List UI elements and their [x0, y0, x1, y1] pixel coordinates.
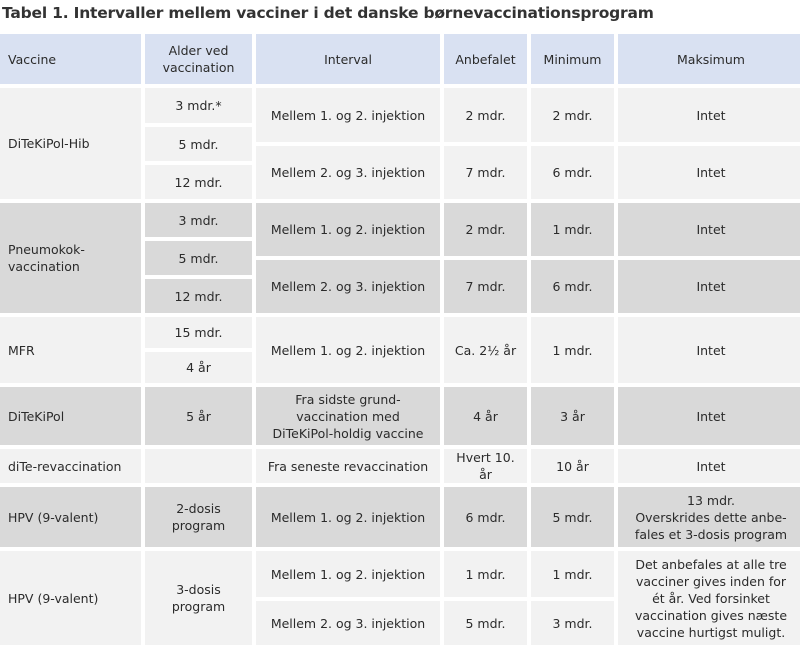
- age-cell: [145, 551, 252, 645]
- table-row: [0, 487, 800, 547]
- maks-line3: fales et 3-dosis program: [634, 526, 788, 542]
- maksimum-cell: Intet: [618, 387, 800, 445]
- header-alder-line1: Alder ved: [168, 43, 229, 58]
- maks-line4: vaccination gives næste: [634, 607, 788, 623]
- interval-cell: Mellem 2. og 3. injektion: [256, 601, 440, 645]
- maksimum-cell: [618, 551, 800, 645]
- maksimum-cell: Intet: [618, 146, 800, 199]
- maks-line1: Det anbefales at alle tre: [635, 556, 787, 572]
- minimum-cell: 3 mdr.: [531, 601, 614, 645]
- anbefalet-cell: 4 år: [444, 387, 527, 445]
- age-cell: 15 mdr.: [145, 317, 252, 348]
- interval-cell: Mellem 2. og 3. injektion: [256, 146, 440, 199]
- age-line1: 2-dosis: [176, 501, 221, 516]
- maks-line3: ét år. Ved forsinket: [652, 590, 770, 606]
- minimum-cell: 5 mdr.: [531, 487, 614, 547]
- vaccine-line2: vaccination: [8, 259, 80, 274]
- table-row: [0, 317, 800, 348]
- maksimum-cell: Intet: [618, 260, 800, 313]
- age-cell: 5 mdr.: [145, 241, 252, 275]
- vaccine-cell: DiTeKiPol: [0, 387, 141, 445]
- minimum-cell: 1 mdr.: [531, 551, 614, 597]
- age-line2: program: [171, 518, 226, 533]
- age-cell: 4 år: [145, 352, 252, 383]
- anbefalet-cell: Ca. 2½ år: [444, 317, 527, 383]
- anbefalet-cell: 7 mdr.: [444, 146, 527, 199]
- header-interval: Interval: [256, 34, 440, 84]
- maksimum-cell: Intet: [618, 449, 800, 483]
- minimum-cell: 10 år: [531, 449, 614, 483]
- table-title: Tabel 1. Intervaller mellem vacciner i det danske børnevaccinationsprogram: [2, 4, 654, 22]
- interval-line2: vaccination med: [296, 408, 400, 424]
- interval-cell: Fra seneste revaccination: [256, 449, 440, 483]
- maks-line2: Overskrides dette anbe-: [635, 509, 787, 525]
- age-cell: 12 mdr.: [145, 165, 252, 199]
- anbefalet-cell: 2 mdr.: [444, 203, 527, 256]
- age-line2: program: [171, 599, 226, 614]
- vaccine-cell: DiTeKiPol-Hib: [0, 88, 141, 199]
- age-cell: 12 mdr.: [145, 279, 252, 313]
- age-cell: [145, 449, 252, 483]
- minimum-cell: 2 mdr.: [531, 88, 614, 142]
- interval-cell: Mellem 1. og 2. injektion: [256, 317, 440, 383]
- interval-cell: Mellem 1. og 2. injektion: [256, 551, 440, 597]
- interval-cell: [256, 387, 440, 445]
- vaccine-cell: HPV (9-valent): [0, 551, 141, 645]
- maksimum-cell: Intet: [618, 317, 800, 383]
- vaccine-cell: [0, 203, 141, 313]
- table-row: [0, 449, 800, 483]
- age-cell: 3 mdr.*: [145, 88, 252, 123]
- anbefalet-cell: 6 mdr.: [444, 487, 527, 547]
- table-row: [0, 387, 800, 445]
- age-cell: [145, 487, 252, 547]
- interval-cell: Mellem 1. og 2. injektion: [256, 487, 440, 547]
- vaccine-cell: HPV (9-valent): [0, 487, 141, 547]
- minimum-cell: 6 mdr.: [531, 146, 614, 199]
- header-alder-line2: vaccination: [162, 60, 235, 75]
- maks-line5: vaccine hurtigst muligt.: [636, 624, 786, 640]
- interval-cell: Mellem 1. og 2. injektion: [256, 203, 440, 256]
- maks-line2: vacciner gives inden for: [635, 573, 787, 589]
- anbefalet-cell: 1 mdr.: [444, 551, 527, 597]
- header-row: [0, 34, 800, 84]
- vaccine-cell: diTe-revaccination: [0, 449, 141, 483]
- interval-line1: Fra sidste grund-: [295, 391, 401, 407]
- anbefalet-cell: 7 mdr.: [444, 260, 527, 313]
- header-minimum: Minimum: [531, 34, 614, 84]
- minimum-cell: 6 mdr.: [531, 260, 614, 313]
- maks-line1: 13 mdr.: [687, 492, 735, 508]
- maksimum-cell: Intet: [618, 203, 800, 256]
- age-cell: 5 mdr.: [145, 127, 252, 161]
- header-alder: [145, 34, 252, 84]
- table-row: [0, 88, 800, 104]
- interval-cell: Mellem 2. og 3. injektion: [256, 260, 440, 313]
- age-line1: 3-dosis: [176, 582, 221, 597]
- maksimum-cell: Intet: [618, 88, 800, 142]
- anbefalet-cell: Hvert 10. år: [444, 449, 527, 483]
- interval-line3: DiTeKiPol-holdig vaccine: [272, 425, 424, 441]
- header-vaccine: Vaccine: [0, 34, 141, 84]
- vaccination-interval-table: [0, 30, 800, 649]
- table-row: [0, 551, 800, 597]
- anbefalet-cell: 5 mdr.: [444, 601, 527, 645]
- minimum-cell: 1 mdr.: [531, 203, 614, 256]
- minimum-cell: 3 år: [531, 387, 614, 445]
- age-cell: 5 år: [145, 387, 252, 445]
- vaccine-line1: Pneumokok-: [8, 242, 85, 257]
- age-cell: 3 mdr.: [145, 203, 252, 237]
- table-row: [0, 203, 800, 218]
- header-maksimum: Maksimum: [618, 34, 800, 84]
- maksimum-cell: [618, 487, 800, 547]
- header-anbefalet: Anbefalet: [444, 34, 527, 84]
- minimum-cell: 1 mdr.: [531, 317, 614, 383]
- anbefalet-cell: 2 mdr.: [444, 88, 527, 142]
- interval-cell: Mellem 1. og 2. injektion: [256, 88, 440, 142]
- vaccine-cell: MFR: [0, 317, 141, 383]
